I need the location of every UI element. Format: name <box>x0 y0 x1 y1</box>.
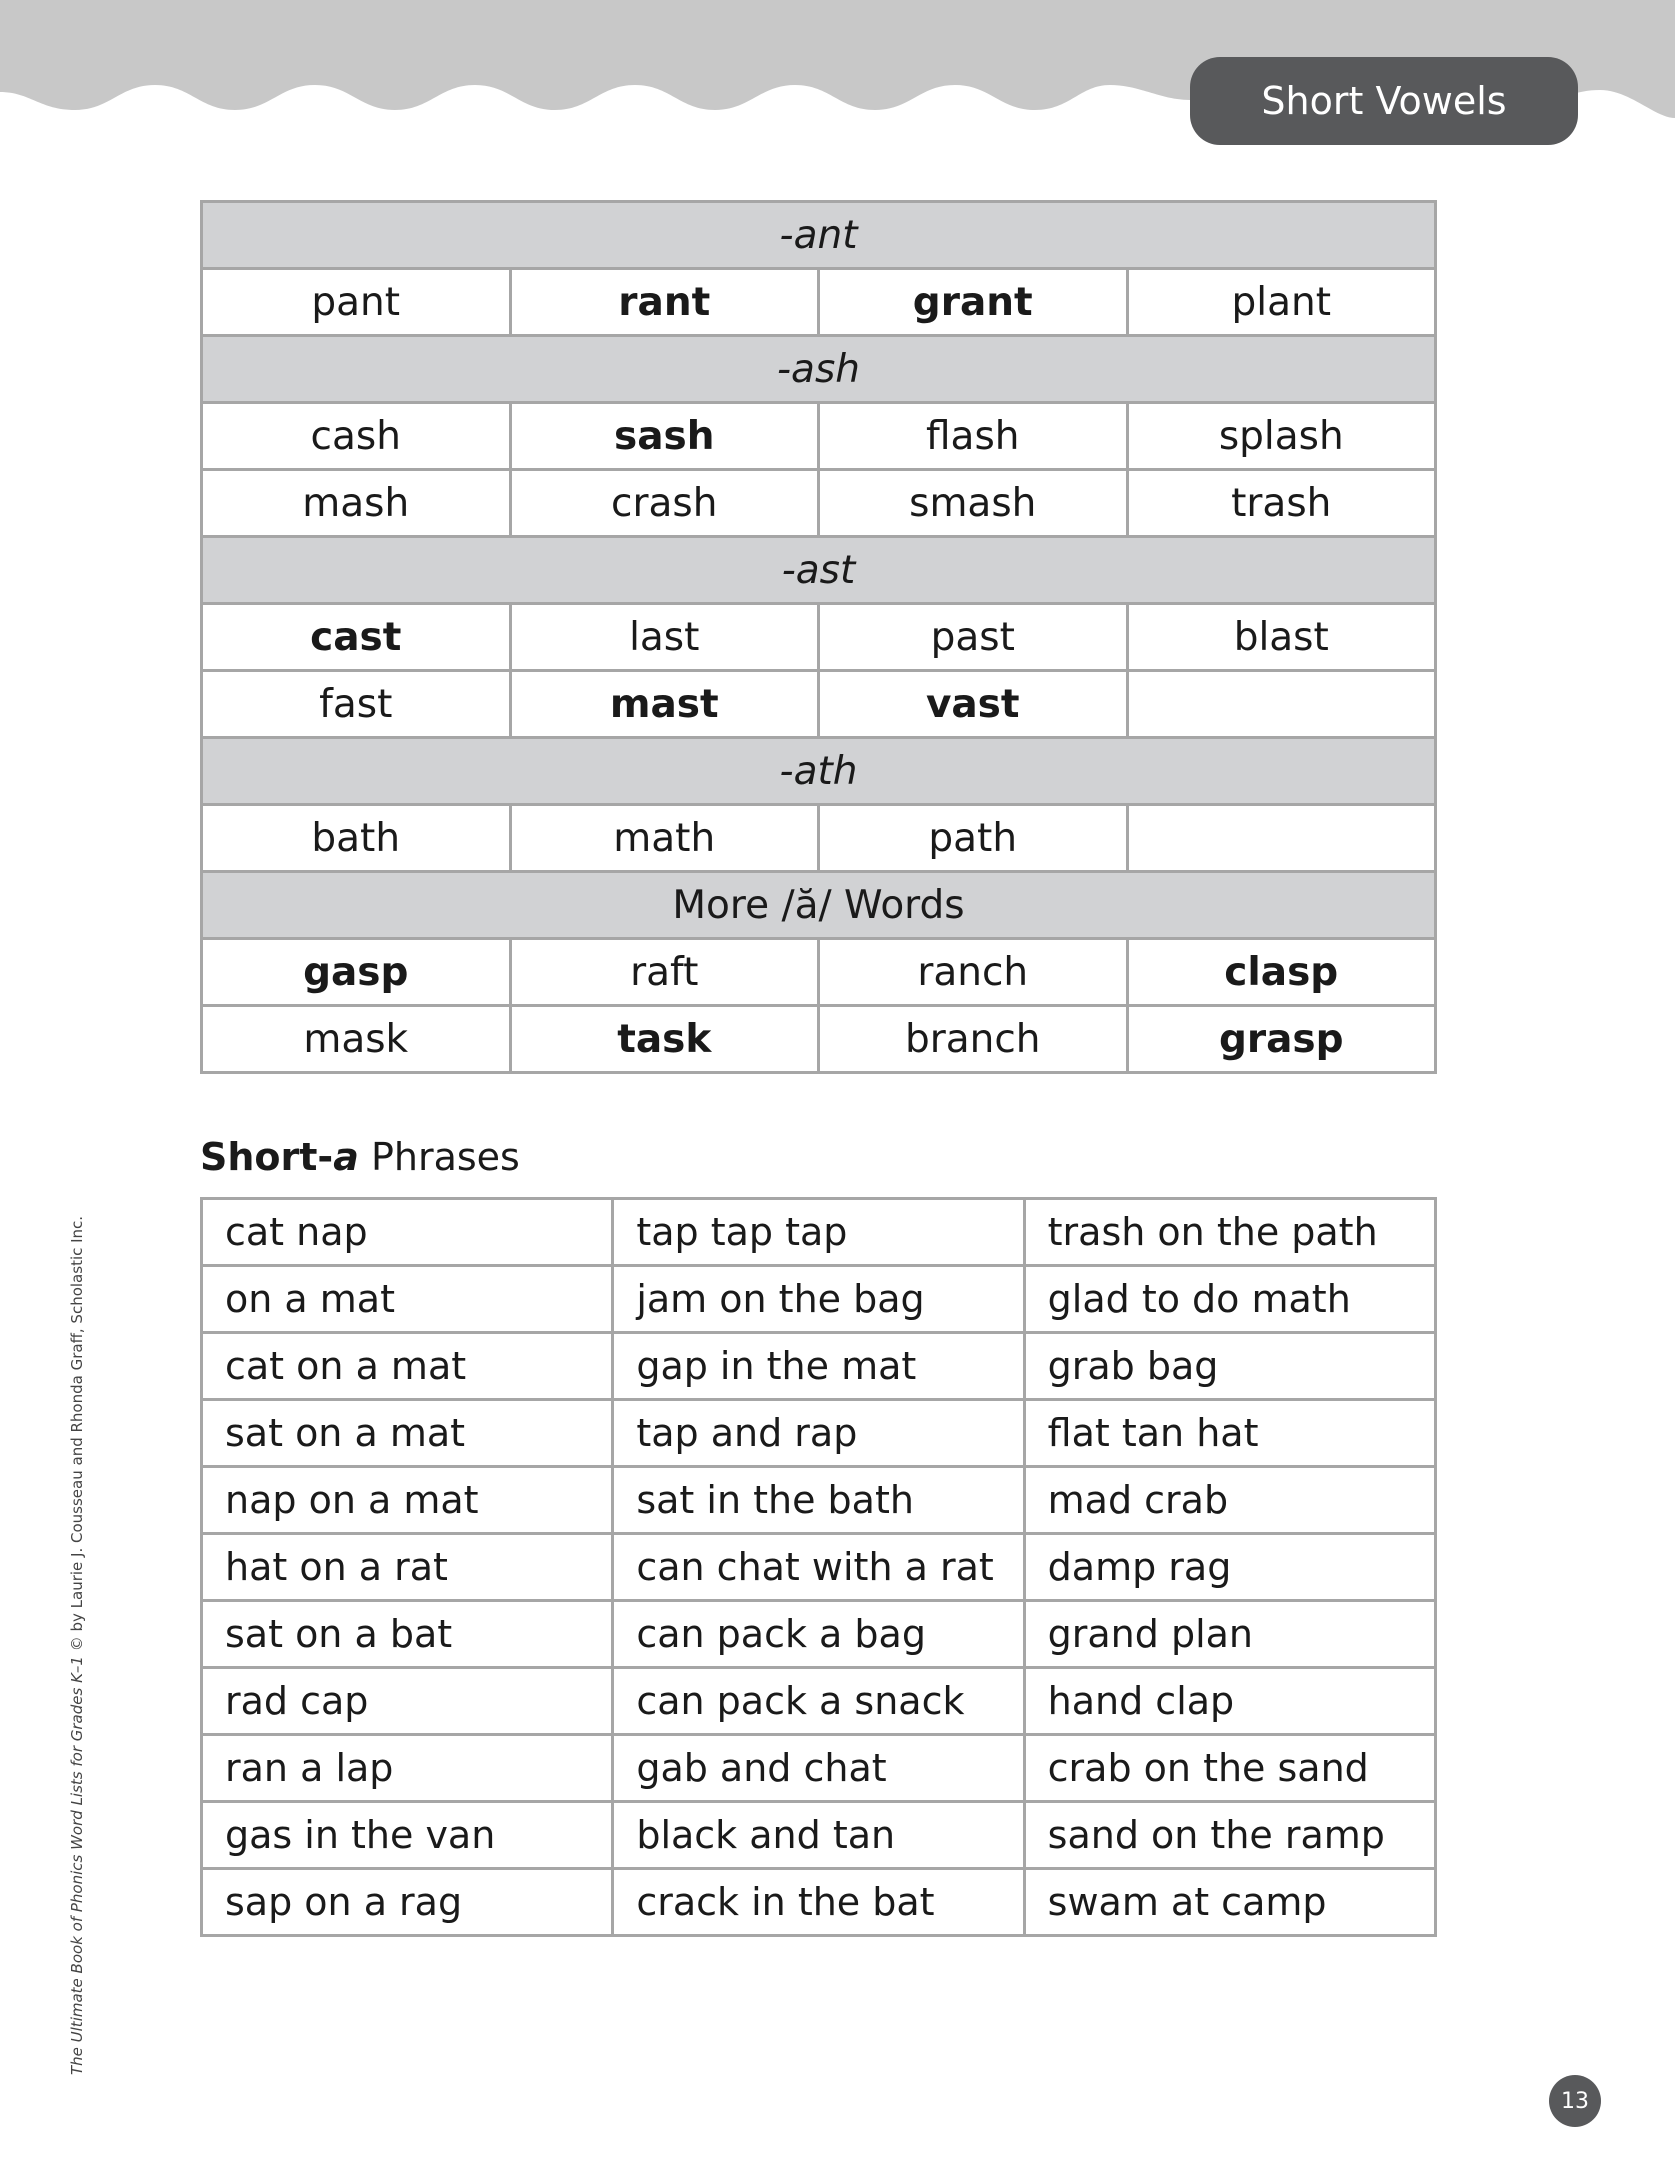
phrase-cell: glad to do math <box>1024 1266 1435 1333</box>
section-header: -ash <box>202 336 1436 403</box>
section-tab <box>1190 57 1578 145</box>
word-row <box>202 269 1436 336</box>
phrase-cell: crab on the sand <box>1024 1735 1435 1802</box>
word-family-table <box>200 200 1437 1074</box>
word-cell: flash <box>819 403 1128 470</box>
word-cell: fast <box>202 671 511 738</box>
credit-book-title: The Ultimate Book of Phonics Word Lists for Grades K–1 <box>68 1656 86 2075</box>
phrase-cell: sand on the ramp <box>1024 1802 1435 1869</box>
phrase-cell: gas in the van <box>202 1802 613 1869</box>
phrase-row <box>202 1199 1436 1266</box>
phrases-title-vowel: a <box>333 1135 359 1179</box>
phrase-row <box>202 1266 1436 1333</box>
word-cell: blast <box>1127 604 1436 671</box>
phrase-cell: can chat with a rat <box>613 1534 1024 1601</box>
section-header-row <box>202 537 1436 604</box>
phrase-cell: damp rag <box>1024 1534 1435 1601</box>
word-cell: path <box>819 805 1128 872</box>
word-cell: mast <box>510 671 819 738</box>
phrase-cell: trash on the path <box>1024 1199 1435 1266</box>
word-cell <box>1127 671 1436 738</box>
word-cell: clasp <box>1127 939 1436 1006</box>
phrase-cell: cat nap <box>202 1199 613 1266</box>
credit-authors: © by Laurie J. Cousseau and Rhonda Graff, Scholastic Inc. <box>68 1215 86 1657</box>
phrase-cell: grand plan <box>1024 1601 1435 1668</box>
word-cell: task <box>510 1006 819 1073</box>
section-header-row <box>202 872 1436 939</box>
phrase-row <box>202 1668 1436 1735</box>
word-row <box>202 604 1436 671</box>
phrase-cell: hand clap <box>1024 1668 1435 1735</box>
word-cell: mash <box>202 470 511 537</box>
phrase-cell: nap on a mat <box>202 1467 613 1534</box>
phrase-row <box>202 1601 1436 1668</box>
phrase-cell: rad cap <box>202 1668 613 1735</box>
phrase-cell: sap on a rag <box>202 1869 613 1936</box>
word-cell: raft <box>510 939 819 1006</box>
phrase-cell: can pack a snack <box>613 1668 1024 1735</box>
phrase-cell: tap and rap <box>613 1400 1024 1467</box>
word-cell: cast <box>202 604 511 671</box>
phrase-cell: black and tan <box>613 1802 1024 1869</box>
phrase-cell: jam on the bag <box>613 1266 1024 1333</box>
section-header-row <box>202 202 1436 269</box>
phrases-table <box>200 1197 1437 1937</box>
word-cell: trash <box>1127 470 1436 537</box>
phrase-cell: sat on a mat <box>202 1400 613 1467</box>
word-row <box>202 671 1436 738</box>
phrase-cell: gab and chat <box>613 1735 1024 1802</box>
word-cell: math <box>510 805 819 872</box>
page-number-text: 13 <box>1561 2088 1589 2114</box>
phrase-row <box>202 1869 1436 1936</box>
phrase-cell: flat tan hat <box>1024 1400 1435 1467</box>
word-cell: grasp <box>1127 1006 1436 1073</box>
section-tab-label: Short Vowels <box>1261 79 1507 123</box>
word-cell: grant <box>819 269 1128 336</box>
phrase-row <box>202 1534 1436 1601</box>
phrases-title <box>200 1135 520 1179</box>
phrase-cell: swam at camp <box>1024 1869 1435 1936</box>
section-header-row <box>202 738 1436 805</box>
section-header: -ath <box>202 738 1436 805</box>
phrase-cell: cat on a mat <box>202 1333 613 1400</box>
page-number <box>1549 2075 1601 2127</box>
phrase-row <box>202 1467 1436 1534</box>
section-header: More /ă/ Words <box>202 872 1436 939</box>
phrase-row <box>202 1802 1436 1869</box>
word-row <box>202 1006 1436 1073</box>
phrase-cell: on a mat <box>202 1266 613 1333</box>
word-cell <box>1127 805 1436 872</box>
word-cell: splash <box>1127 403 1436 470</box>
word-cell: crash <box>510 470 819 537</box>
phrase-cell: crack in the bat <box>613 1869 1024 1936</box>
section-header-row <box>202 336 1436 403</box>
word-cell: smash <box>819 470 1128 537</box>
phrase-row <box>202 1735 1436 1802</box>
word-cell: pant <box>202 269 511 336</box>
section-header: -ast <box>202 537 1436 604</box>
word-cell: bath <box>202 805 511 872</box>
word-cell: sash <box>510 403 819 470</box>
phrase-cell: ran a lap <box>202 1735 613 1802</box>
phrase-cell: can pack a bag <box>613 1601 1024 1668</box>
word-cell: past <box>819 604 1128 671</box>
word-row <box>202 939 1436 1006</box>
phrase-cell: sat in the bath <box>613 1467 1024 1534</box>
word-cell: vast <box>819 671 1128 738</box>
phrase-cell: tap tap tap <box>613 1199 1024 1266</box>
copyright-credit <box>68 1216 86 2075</box>
phrases-title-rest: Phrases <box>358 1135 520 1179</box>
word-cell: cash <box>202 403 511 470</box>
word-row <box>202 805 1436 872</box>
word-cell: branch <box>819 1006 1128 1073</box>
word-row <box>202 470 1436 537</box>
word-cell: gasp <box>202 939 511 1006</box>
phrase-cell: hat on a rat <box>202 1534 613 1601</box>
phrase-cell: gap in the mat <box>613 1333 1024 1400</box>
phrase-row <box>202 1333 1436 1400</box>
phrase-cell: mad crab <box>1024 1467 1435 1534</box>
word-cell: ranch <box>819 939 1128 1006</box>
phrase-cell: grab bag <box>1024 1333 1435 1400</box>
phrase-cell: sat on a bat <box>202 1601 613 1668</box>
phrases-title-bold: Short- <box>200 1135 334 1179</box>
phrase-row <box>202 1400 1436 1467</box>
word-cell: plant <box>1127 269 1436 336</box>
word-cell: mask <box>202 1006 511 1073</box>
word-cell: last <box>510 604 819 671</box>
word-row <box>202 403 1436 470</box>
section-header: -ant <box>202 202 1436 269</box>
word-cell: rant <box>510 269 819 336</box>
